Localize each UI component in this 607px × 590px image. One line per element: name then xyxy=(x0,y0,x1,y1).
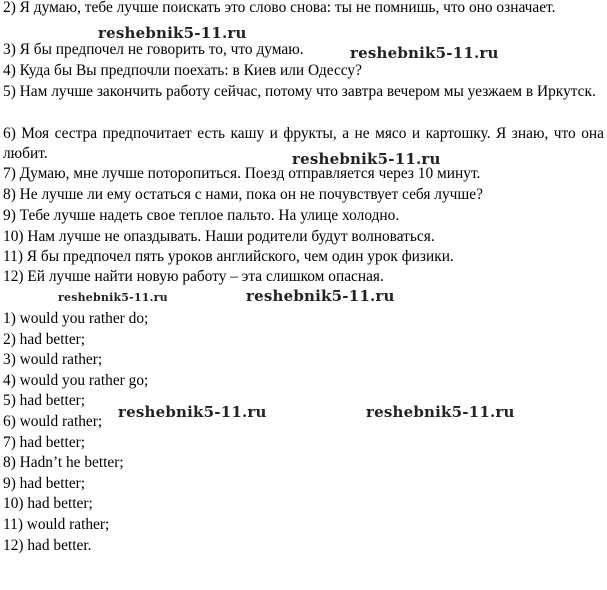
sentence-7: 7) Думаю, мне лучше поторопиться. Поезд отправляется через 10 минут. xyxy=(3,165,481,182)
watermark: reshebnik5-11.ru xyxy=(246,287,395,305)
watermark: reshebnik5-11.ru xyxy=(118,403,267,421)
sentence-10: 10) Нам лучше не опаздывать. Наши родители будут волноваться. xyxy=(3,228,435,245)
sentence-6: 6) Моя сестра предпочитает есть кашу и фрукты, а не мясо и картошку. Я знаю, что она любит. xyxy=(3,125,604,162)
watermark: reshebnik5-11.ru xyxy=(350,44,499,62)
sentence-2: 2) Я думаю, тебе лучше поискать это слово снова: ты не помнишь, что оно означает. xyxy=(3,0,556,16)
answer-11: 11) would rather; xyxy=(3,515,110,533)
answer-1: 1) would you rather do; xyxy=(3,310,149,327)
answer-12: 12) had better. xyxy=(3,536,92,554)
watermark: reshebnik5-11.ru xyxy=(98,24,247,42)
watermark: reshebnik5-11.ru xyxy=(58,291,168,304)
answer-2: 2) had better; xyxy=(3,330,86,348)
sentence-11: 11) Я бы предпочел пять уроков английского, чем один урок физики. xyxy=(3,248,454,265)
watermark: reshebnik5-11.ru xyxy=(366,403,515,421)
watermark: reshebnik5-11.ru xyxy=(292,150,441,168)
sentence-5: 5) Нам лучше закончить работу сейчас, потому что завтра вечером мы уезжаем в Иркутск. xyxy=(3,83,596,100)
answer-5: 5) had better; xyxy=(3,392,86,410)
answer-9: 9) had better; xyxy=(3,474,86,492)
sentence-4: 4) Куда бы Вы предпочли поехать: в Киев или Одессу? xyxy=(3,62,362,79)
answer-6: 6) would rather; xyxy=(3,412,103,430)
answer-10: 10) had better; xyxy=(3,495,93,513)
sentence-3: 3) Я бы предпочел не говорить то, что думаю. xyxy=(3,41,304,58)
answer-8: 8) Hadn’t he better; xyxy=(3,454,124,472)
sentence-8: 8) Не лучше ли ему остаться с нами, пока он не почувствует себя лучше? xyxy=(3,186,483,203)
sentence-9: 9) Тебе лучше надеть свое теплое пальто. На улице холодно. xyxy=(3,207,400,224)
answer-4: 4) would you rather go; xyxy=(3,371,149,389)
answer-list xyxy=(3,309,148,556)
answer-3: 3) would rather; xyxy=(3,351,103,369)
sentence-12: 12) Ей лучше найти новую работу – эта слишком опасная. xyxy=(3,268,384,285)
answer-7: 7) had better; xyxy=(3,433,86,451)
